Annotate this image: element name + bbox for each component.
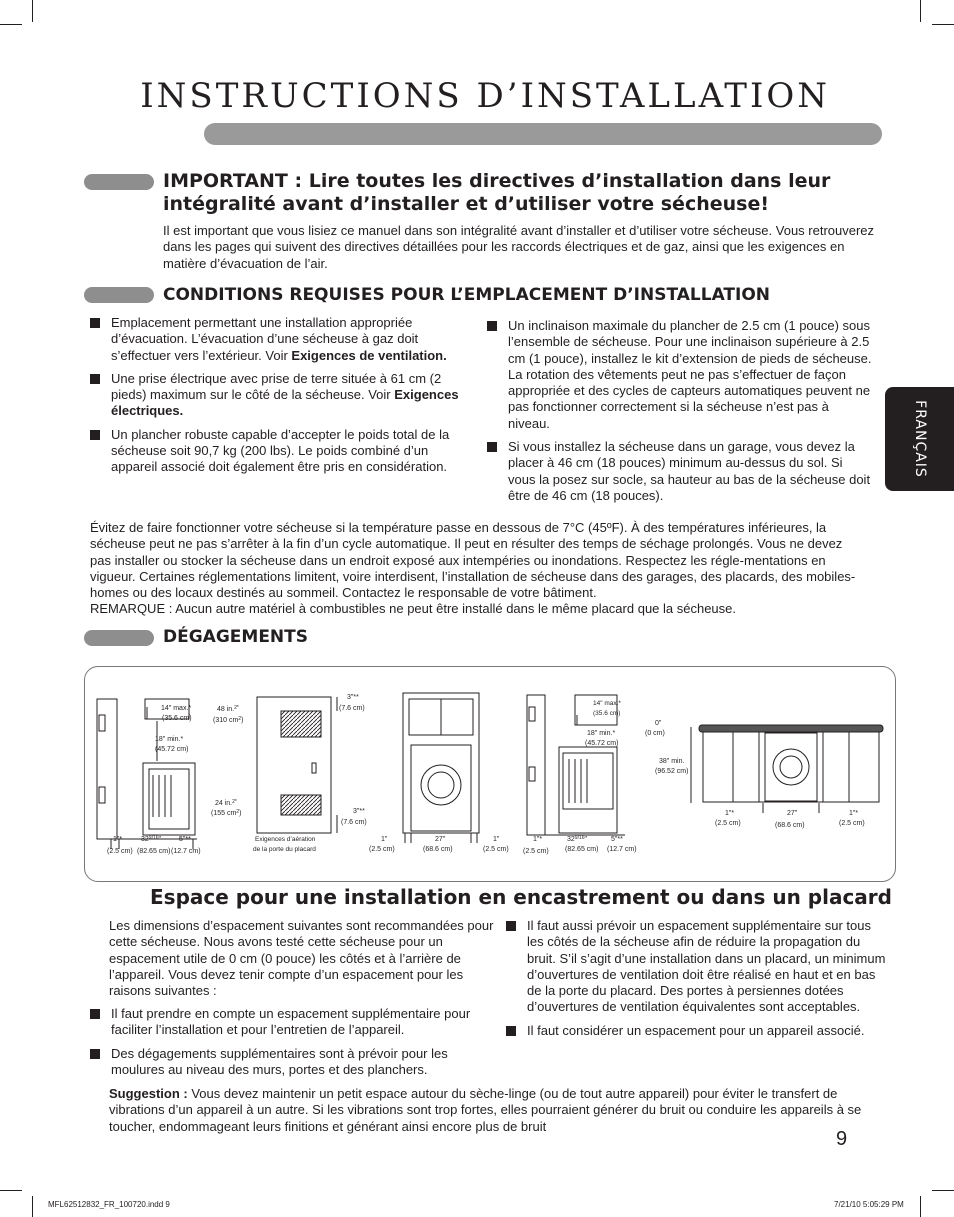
crop-mark xyxy=(0,1190,22,1191)
list-item: Un plancher robuste capable d’accepter le poids total de la sécheuse soit 90,7 kg (200 lbs). Le poids combiné d’un appareil associé doit également être pris en considération. xyxy=(90,427,460,476)
dim-label: $32^{9/16}$" xyxy=(141,835,162,843)
bullet-square-icon xyxy=(487,442,497,452)
list-item: Des dégagements supplémentaires sont à prévoir pour les moulures au niveau des murs, portes et des planchers. xyxy=(90,1046,500,1079)
dim-label: 27" xyxy=(787,810,798,817)
dim-label: (82.65 cm) xyxy=(137,848,171,855)
dim-label: 1" xyxy=(493,836,500,843)
crop-mark xyxy=(32,0,33,22)
bullet-square-icon xyxy=(90,1009,100,1019)
dim-label: (68.6 cm) xyxy=(775,822,805,829)
list-item: Il faut prendre en compte un espacement supplémentaire pour faciliter l’installation et pour l’entretien de l’appareil. xyxy=(90,1006,500,1039)
dim-label: (0 cm) xyxy=(645,730,665,737)
conditions-heading: CONDITIONS REQUISES POUR L’EMPLACEMENT D’INSTALLATION xyxy=(163,285,771,305)
dim-label: (68.6 cm) xyxy=(423,846,453,853)
dim-label: (2.5 cm) xyxy=(523,848,549,855)
dim-label: (2.5 cm) xyxy=(715,820,741,827)
dim-label: 0" xyxy=(655,720,662,727)
list-item: Emplacement permettant une installation appropriée d’évacuation. L’évacuation d’une sécheuse à gaz doit s’effectuer vers l’extérieur. Voir Exigences de ventilation. xyxy=(90,315,460,364)
bullet-square-icon xyxy=(487,321,497,331)
section-pill xyxy=(84,287,154,303)
dim-label: 14" max.* xyxy=(593,700,621,707)
footer-timestamp: 7/21/10 5:05:29 PM xyxy=(834,1200,904,1209)
list-item: Si vous installez la sécheuse dans un garage, vous devez la placer à 46 cm (18 pouces) minimum au-dessus du sol. Si vous la posez sur socle, sa hauteur au bas de la sécheuse doit être de 46 cm (18 pouces). xyxy=(487,439,872,504)
dim-label: 38" min. xyxy=(659,758,685,765)
conditions-paragraph: Évitez de faire fonctionner votre sécheuse si la température passe en dessous de 7°C (45ºF). À des températures inférieures, la sécheuse peut ne pas s’arrêter à la fin d’un cycle automatique. Il peut en résulter des temps de séchage prolongés. Vous ne devez pas installer ou stocker la sécheuse dans un endroit exposé aux intempéries ou inondations. Respectez les régle-mentations en vigueur. Certaines réglementations limitent, voire interdisent, l’installation de sécheuse dans des garages, des placards, des mobiles-homes ou des locaux destinés au sommeil. Contactez le responsable de votre bâtiment. REMARQUE : Aucun autre matériel à combustibles ne peut être installé dans le même placard que la sécheuse. xyxy=(90,520,856,617)
dim-label: 1"* xyxy=(533,836,543,843)
page-title: INSTRUCTIONS D’INSTALLATION xyxy=(140,76,830,116)
dim-label: (7.6 cm) xyxy=(339,705,365,712)
dim-label: 24 in.$^{2*}$ xyxy=(215,799,237,807)
dim-label: (2.5 cm) xyxy=(107,848,133,855)
important-heading: IMPORTANT : Lire toutes les directives d’installation dans leur intégralité avant d’installer et d’utiliser votre sécheuse! xyxy=(163,170,831,215)
language-tab: FRANÇAIS xyxy=(885,387,954,491)
bullet-square-icon xyxy=(90,318,100,328)
bullet-square-icon xyxy=(90,430,100,440)
page-number: 9 xyxy=(836,1128,848,1150)
list-item: Un inclinaison maximale du plancher de 2.5 cm (1 pouce) sous l’ensemble de sécheuse. Pour une inclinaison supérieure à 2.5 cm (1 pouce), installez le kit d’extension de pieds de sécheuse. La rotation des vêtements peut ne pas s’effectuer de façon appropriée et des cycles de capteurs automatiques peuvent ne pas fonctionner correctement si la sécheuse n’est pas à niveau. xyxy=(487,318,872,432)
dim-label: 3"** xyxy=(353,808,365,815)
dim-label: (35.6 cm) xyxy=(593,710,621,717)
conditions-left-list xyxy=(90,315,460,483)
dim-label: (12.7 cm) xyxy=(607,846,637,853)
espace-right-list xyxy=(506,918,890,1046)
dim-label: (7.6 cm) xyxy=(341,819,367,826)
dim-label: (2.5 cm) xyxy=(369,846,395,853)
bullet-square-icon xyxy=(90,374,100,384)
section-pill xyxy=(84,630,154,646)
section-pill xyxy=(84,174,154,190)
dim-label: 3"** xyxy=(347,694,359,701)
conditions-right-list xyxy=(487,318,872,511)
dim-label: 5"** xyxy=(179,836,191,843)
list-item: Il faut considérer un espacement pour un appareil associé. xyxy=(506,1023,890,1039)
dim-label: (45.72 cm) xyxy=(585,740,619,747)
dim-label: 14" max.* xyxy=(161,705,192,712)
suggestion: Suggestion : Vous devez maintenir un petit espace autour du sèche-linge (ou de tout autre appareil) pour éviter le transfert de vibrations d’un appareil à un autre. Si les vibrations sont trop fortes, elles pourraient générer du bruit ou conduire les appareils à se toucher, endommageant leurs finitions et générant ainsi encore plus de bruit xyxy=(109,1086,862,1134)
footer-file: MFL62512832_FR_100720.indd 9 xyxy=(48,1200,170,1209)
dim-label: Exigences d’aération xyxy=(255,836,316,843)
crop-mark xyxy=(932,24,954,25)
dim-label: 18" min.* xyxy=(155,736,184,743)
dim-label: (35.6 cm) xyxy=(162,715,192,722)
diagram-closet-front xyxy=(403,693,479,843)
dim-label: 48 in.$^{2*}$ xyxy=(217,705,239,713)
important-body: Il est important que vous lisiez ce manuel dans son intégralité avant d’installer et d’utiliser votre sécheuse. Vous retrouverez dans les pages qui suivent des directives détaillées pour les raccords électriques et de gaz, ainsi que les exigences en matière d’évacuation de l’air. xyxy=(163,223,875,271)
title-bar xyxy=(204,123,882,145)
degagements-heading: DÉGAGEMENTS xyxy=(163,627,308,647)
diagram-closet-door xyxy=(257,697,337,833)
dim-label: (2.5 cm) xyxy=(483,846,509,853)
dim-label: 5"** xyxy=(611,836,623,843)
dim-label: (12.7 cm) xyxy=(171,848,201,855)
dim-label: de la porte du placard xyxy=(253,846,316,853)
important-label: IMPORTANT : xyxy=(163,170,303,192)
dim-label: (45.72 cm) xyxy=(155,746,189,753)
bullet-square-icon xyxy=(506,921,516,931)
clearance-diagram-box xyxy=(84,666,896,882)
dim-label: 1"* xyxy=(113,836,123,843)
crop-mark xyxy=(932,1190,954,1191)
bullet-square-icon xyxy=(506,1026,516,1036)
dim-label: 1"* xyxy=(849,810,859,817)
dim-label: (310 $cm^2$) xyxy=(213,716,244,724)
list-item: Une prise électrique avec prise de terre située à 61 cm (2 pieds) maximum sur le côté de la sécheuse. Voir Exigences électriques. xyxy=(90,371,460,420)
espace-heading: Espace pour une installation en encastrement ou dans un placard xyxy=(150,885,892,909)
list-item: Il faut aussi prévoir un espacement supplémentaire sur tous les côtés de la sécheuse afin de réduire la propagation du bruit. S’il s’agit d’une installation dans un placard, un minimum d’ouvertures de ventilation doit être réalisé en haut et en bas de la porte du placard. Des portes à persiennes dotées d’ouvertures de ventilation équivalentes sont acceptables. xyxy=(506,918,890,1016)
crop-mark xyxy=(920,1196,921,1217)
crop-mark xyxy=(0,24,22,25)
dim-label: 27" xyxy=(435,836,446,843)
dim-label: (82.65 cm) xyxy=(565,846,599,853)
clearance-diagrams xyxy=(85,667,895,881)
espace-left-list xyxy=(90,1006,500,1085)
crop-mark xyxy=(920,0,921,22)
dim-label: (2.5 cm) xyxy=(839,820,865,827)
dim-label: 1" xyxy=(381,836,388,843)
dim-label: $32^{9/16}$" xyxy=(567,835,588,843)
crop-mark xyxy=(32,1196,33,1217)
dim-label: (96.52 cm) xyxy=(655,768,689,775)
bullet-square-icon xyxy=(90,1049,100,1059)
diagram-under-counter xyxy=(691,725,883,813)
dim-label: 18" min.* xyxy=(587,730,616,737)
dim-label: (155 $cm^2$) xyxy=(211,809,242,817)
espace-intro: Les dimensions d’espacement suivantes sont recommandées pour cette sécheuse. Nous avons testé cette sécheuse pour un espacement utile de 0 cm (0 pouce) les côtés et à l’arrière de l’appareil. Vous devez tenir compte d’un espacement pour les raisons suivantes : xyxy=(109,918,494,999)
dim-label: 1"* xyxy=(725,810,735,817)
